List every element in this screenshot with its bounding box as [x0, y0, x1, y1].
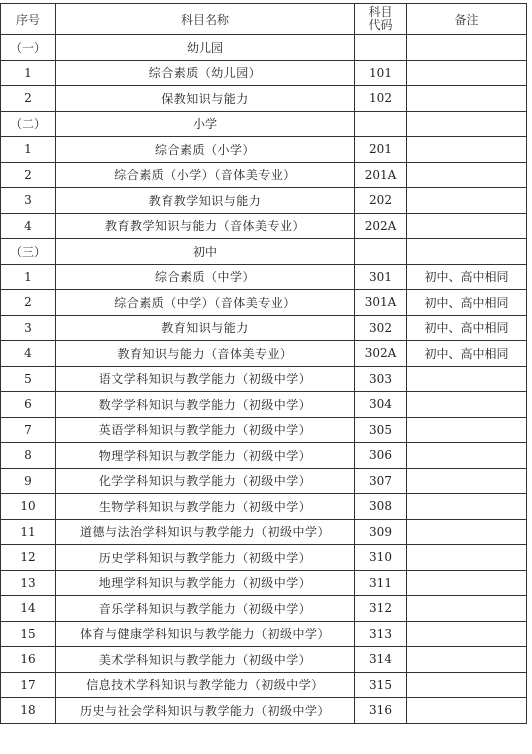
section-note-empty [407, 35, 527, 61]
table-row [1, 519, 527, 545]
table-row [1, 621, 527, 647]
row-seq: 9 [1, 468, 56, 494]
row-seq: 1 [1, 137, 56, 163]
row-name: 音乐学科知识与教学能力（初级中学） [56, 596, 355, 622]
row-note [407, 417, 527, 443]
row-code: 316 [355, 698, 407, 724]
row-name: 地理学科知识与教学能力（初级中学） [56, 570, 355, 596]
row-code: 309 [355, 519, 407, 545]
row-code: 307 [355, 468, 407, 494]
row-code: 201 [355, 137, 407, 163]
row-code: 202A [355, 213, 407, 239]
row-note [407, 621, 527, 647]
header-code-line1: 科目 [368, 5, 393, 19]
row-note [407, 647, 527, 673]
table-row [1, 137, 527, 163]
row-name: 美术学科知识与教学能力（初级中学） [56, 647, 355, 673]
row-note: 初中、高中相同 [407, 290, 527, 316]
row-seq: 2 [1, 162, 56, 188]
table-row [1, 188, 527, 214]
row-name: 保教知识与能力 [56, 86, 355, 112]
row-code: 304 [355, 392, 407, 418]
row-note [407, 162, 527, 188]
table-row [1, 86, 527, 112]
table-row [1, 264, 527, 290]
table-body [1, 35, 527, 724]
table-row [1, 647, 527, 673]
row-seq: 15 [1, 621, 56, 647]
row-note [407, 213, 527, 239]
section-title: 初中 [56, 239, 355, 265]
table-header-row [1, 4, 527, 35]
row-note [407, 392, 527, 418]
table-row [1, 60, 527, 86]
row-code: 301A [355, 290, 407, 316]
row-seq: 2 [1, 290, 56, 316]
row-name: 教育教学知识与能力（音体美专业） [56, 213, 355, 239]
row-name: 教育教学知识与能力 [56, 188, 355, 214]
table-row [1, 494, 527, 520]
row-seq: 7 [1, 417, 56, 443]
row-code: 312 [355, 596, 407, 622]
row-note [407, 494, 527, 520]
row-name: 体育与健康学科知识与教学能力（初级中学） [56, 621, 355, 647]
section-row [1, 111, 527, 137]
row-name: 综合素质（幼儿园） [56, 60, 355, 86]
row-code: 313 [355, 621, 407, 647]
row-code: 302 [355, 315, 407, 341]
row-seq: 11 [1, 519, 56, 545]
row-code: 311 [355, 570, 407, 596]
header-code [355, 4, 407, 35]
table-row [1, 672, 527, 698]
row-note [407, 468, 527, 494]
table-row [1, 417, 527, 443]
table-row [1, 570, 527, 596]
row-seq: 3 [1, 315, 56, 341]
section-row [1, 35, 527, 61]
table-row [1, 213, 527, 239]
row-note: 初中、高中相同 [407, 341, 527, 367]
row-note [407, 596, 527, 622]
section-code-empty [355, 239, 407, 265]
row-note [407, 570, 527, 596]
table-row [1, 392, 527, 418]
table-row [1, 162, 527, 188]
row-code: 308 [355, 494, 407, 520]
row-name: 化学学科知识与教学能力（初级中学） [56, 468, 355, 494]
row-name: 综合素质（小学） [56, 137, 355, 163]
row-seq: 12 [1, 545, 56, 571]
row-code: 101 [355, 60, 407, 86]
row-note: 初中、高中相同 [407, 315, 527, 341]
table-row [1, 315, 527, 341]
section-title: 小学 [56, 111, 355, 137]
section-code-empty [355, 35, 407, 61]
row-seq: 16 [1, 647, 56, 673]
row-code: 302A [355, 341, 407, 367]
header-note: 备注 [407, 4, 527, 35]
row-name: 信息技术学科知识与教学能力（初级中学） [56, 672, 355, 698]
row-code: 303 [355, 366, 407, 392]
row-code: 315 [355, 672, 407, 698]
section-note-empty [407, 239, 527, 265]
row-name: 历史学科知识与教学能力（初级中学） [56, 545, 355, 571]
table-row [1, 468, 527, 494]
header-seq: 序号 [1, 4, 56, 35]
row-note [407, 137, 527, 163]
row-seq: 14 [1, 596, 56, 622]
row-name: 历史与社会学科知识与教学能力（初级中学） [56, 698, 355, 724]
table-row [1, 366, 527, 392]
row-seq: 13 [1, 570, 56, 596]
row-seq: 1 [1, 60, 56, 86]
row-note [407, 698, 527, 724]
row-name: 道德与法治学科知识与教学能力（初级中学） [56, 519, 355, 545]
row-seq: 6 [1, 392, 56, 418]
table-row [1, 596, 527, 622]
row-seq: 4 [1, 213, 56, 239]
row-code: 305 [355, 417, 407, 443]
subject-table [0, 3, 527, 724]
row-note [407, 188, 527, 214]
row-name: 教育知识与能力（音体美专业） [56, 341, 355, 367]
row-name: 数学学科知识与教学能力（初级中学） [56, 392, 355, 418]
row-name: 英语学科知识与教学能力（初级中学） [56, 417, 355, 443]
header-name: 科目名称 [56, 4, 355, 35]
row-seq: 5 [1, 366, 56, 392]
row-seq: 10 [1, 494, 56, 520]
section-label: （二） [1, 111, 56, 137]
row-note [407, 86, 527, 112]
row-code: 102 [355, 86, 407, 112]
row-note [407, 443, 527, 469]
row-seq: 2 [1, 86, 56, 112]
row-note [407, 519, 527, 545]
table-row [1, 698, 527, 724]
section-label: （三） [1, 239, 56, 265]
row-name: 教育知识与能力 [56, 315, 355, 341]
table-row [1, 290, 527, 316]
row-name: 综合素质（中学）（音体美专业） [56, 290, 355, 316]
row-seq: 8 [1, 443, 56, 469]
row-code: 306 [355, 443, 407, 469]
table-row [1, 443, 527, 469]
row-note [407, 545, 527, 571]
row-note [407, 366, 527, 392]
section-label: （一） [1, 35, 56, 61]
row-name: 综合素质（小学）（音体美专业） [56, 162, 355, 188]
row-code: 202 [355, 188, 407, 214]
section-title: 幼儿园 [56, 35, 355, 61]
row-code: 301 [355, 264, 407, 290]
row-note [407, 672, 527, 698]
row-seq: 17 [1, 672, 56, 698]
section-row [1, 239, 527, 265]
row-name: 语文学科知识与教学能力（初级中学） [56, 366, 355, 392]
row-seq: 18 [1, 698, 56, 724]
row-code: 310 [355, 545, 407, 571]
table-row [1, 545, 527, 571]
row-code: 314 [355, 647, 407, 673]
section-note-empty [407, 111, 527, 137]
row-name: 生物学科知识与教学能力（初级中学） [56, 494, 355, 520]
row-name: 物理学科知识与教学能力（初级中学） [56, 443, 355, 469]
row-seq: 1 [1, 264, 56, 290]
row-seq: 3 [1, 188, 56, 214]
row-seq: 4 [1, 341, 56, 367]
section-code-empty [355, 111, 407, 137]
table-row [1, 341, 527, 367]
row-name: 综合素质（中学） [56, 264, 355, 290]
row-note: 初中、高中相同 [407, 264, 527, 290]
row-note [407, 60, 527, 86]
row-code: 201A [355, 162, 407, 188]
header-code-line2: 代码 [368, 18, 393, 32]
